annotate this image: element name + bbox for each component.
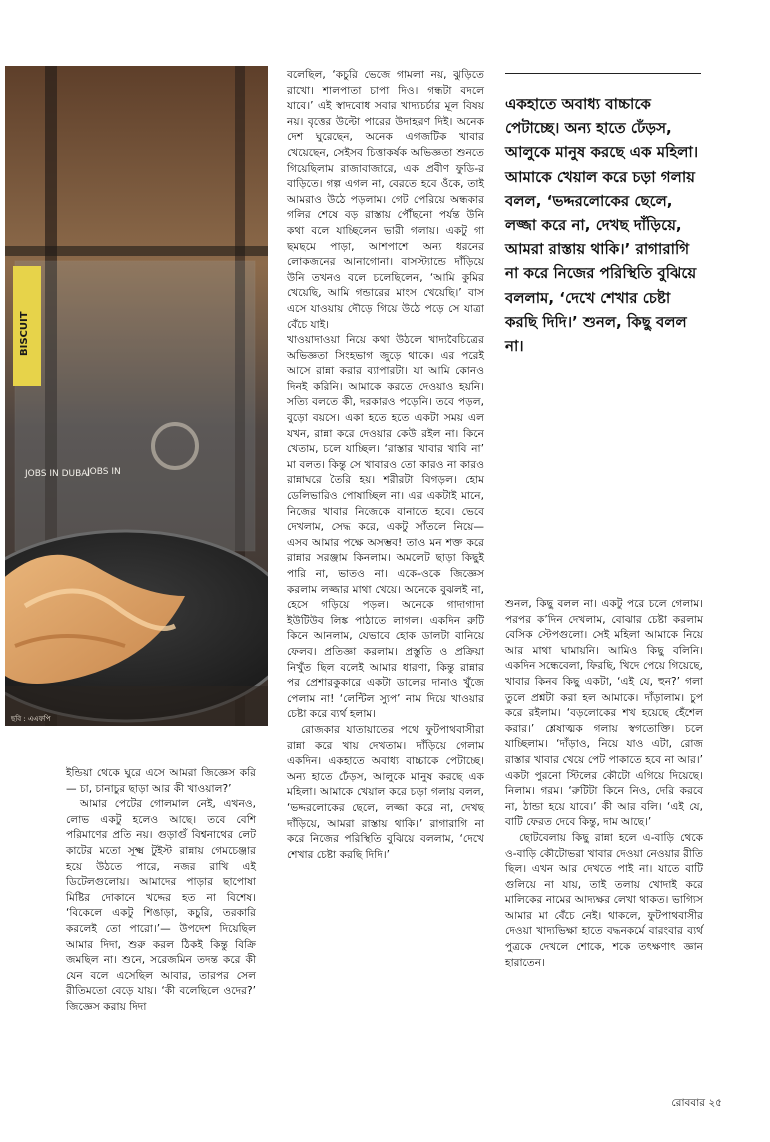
page-footer: রোববার ২৫ — [671, 1097, 722, 1109]
middle-paragraph-1: বলেছিল, ‘কচুরি ভেজে গামলা নয়, ঝুড়িতে রাখো। শালপাতা চাপা দিও। গন্ধটা বদলে যাবে।’ এই স্বাদবোধ সবার খাদ্যচর্চার মূল বিষয় নয়। বৃত্তের উল্টো পারের উদাহরণ দিই। অনেক দেশ ঘুরেছেন, অনেক এগজটিক খাবার খেয়েছেন, সেইসব চিত্তাকর্ষক অভিজ্ঞতা শুনতে গিয়েছিলাম রাজাবাজারে, এক প্রবীণ ফুডি-র বাড়িতে। গল্প এগল না, বেরতে হবে ওঁকে, তাই আমরাও উঠে পড়লাম। গেট পেরিয়ে অন্ধকার গলির শেষে বড় রাস্তায় পৌঁছনো পর্যন্ত উনি কথা বলে যাচ্ছিলেন ভারী গলায়। একটু গা ছমছমে পাড়া, আশপাশে অন্য ধরনের লোকজনের আনাগোনা। বাসস্ট্যান্ডে দাঁড়িয়ে উনি তখনও বলে চলেছিলেন, ‘আমি কুমির খেয়েছি, আমি গন্ডারের মাংস খেয়েছি।’ বাস এসে যাওয়ায় দৌড়ে গিয়ে উঠে পড়ে সে যাত্রা বেঁচে যাই। — [287, 69, 484, 331]
column-right — [505, 597, 703, 971]
right-paragraph-2: ছোটবেলায় কিছু রান্না হলে এ-বাড়ি থেকে ও-বাড়ি কৌটোভরা খাবার দেওয়া নেওয়ার রীতি ছিল। এখন আর দেখতে পাই না। যাতে বাটি গুলিয়ে না যায়, তাই তলায় খোদাই করে মালিকের নামের আদ্যক্ষর লেখা থাকত। ভাগ্যিস আমার মা বেঁচে নেই। থাকলে, ফুটপাথবাসীর দেওয়া খাদ্যভিক্ষা হাতে বদ্ধনকর্মে বারংবার ব্যর্থ পুত্রকে দেখলে শোকে, শকে তৎক্ষণাৎ জ্ঞান হারাতেন। — [505, 831, 703, 969]
left-paragraph-2: আমার পেটের গোলমাল নেই, এখনও, লোভ একটু হলেও আছে। তবে বেশি পরিমাণের প্রতি নয়। গুড়াগুঁ বিশ্বনাথের লেট কাটের মতো সূক্ষ্ম টুইস্ট রান্নায় গেমচেঞ্জার হয়ে উঠতে পারে, নজর রাখি এই ডিটেলগুলোয়। আমাদের পাড়ার ছাপোষা মিষ্টির দোকানে খদ্দের হত না বিশেষ। ‘বিকেলে একটু শিঙাড়া, কচুরি, তরকারি করলেই তো পারো।’— উপদেশ দিয়েছিল আমার দিদা, শুরু করল ঠিকই কিন্তু বিক্রি জমছিল না। শুনে, সরেজমিন তদন্ত করে কী যেন বলে এসেছিল আবার, তারপর সেল রীতিমতো বেড়ে যায়। ‘কী বলেছিলে ওদের?’ জিজ্ঞেস করায় দিদা — [66, 798, 256, 1013]
street-food-photo — [5, 66, 268, 726]
middle-paragraph-3: রোজকার যাতায়াতের পথে ফুটপাথবাসীরা রান্না করে খায় দেখতাম। দাঁড়িয়ে গেলাম একদিন। একহাতে অবাধ্য বাচ্চাকে পেটাচ্ছে। অন্য হাতে ঢেঁড়স, আলুকে মানুষ করছে এক মহিলা। আমাকে খেয়াল করে চড়া গলায় বলল, ‘ভদ্দরলোকের ছেলে, লজ্জা করে না, দেখছ দাঁড়িয়ে, আমরা রাস্তায় থাকি।’ রাগারাগি না করে নিজের পরিস্থিতি বুঝিয়ে বললাম, ‘দেখে শেখার চেষ্টা করছি দিদি।’ — [287, 723, 484, 861]
street-food-photo-illustration — [5, 66, 268, 726]
column-middle — [287, 68, 484, 863]
photo-sign-jobs-in: JOBS IN — [87, 467, 121, 477]
photo-credit: ছবি : এএফপি — [11, 715, 51, 723]
left-paragraph-1: ইন্ডিয়া থেকে ঘুরে এসে আমরা জিজ্ঞেস করি— চা, চানাচুর ছাড়া আর কী খাওয়াল?’ — [66, 767, 256, 795]
middle-paragraph-2: খাওয়াদাওয়া নিয়ে কথা উঠলে খাদ্যবৈচিত্রের অভিজ্ঞতা সিংহভাগ জুড়ে থাকে। এর পরেই আসে রান্না করার ব্যাপারটা। যা আমি কোনও দিনই করিনি। আমাকে করতে দেওয়াও হয়নি। সত্যি বলতে কী, দরকারও পড়েনি। তবে পড়ল, বুড়ো বয়সে। একা হতে হতে একটা সময় এল যখন, রান্না করে দেওয়ার কেউ রইল না। কিনে খেতাম, চলে যাচ্ছিল। ‘রাস্তার খাবার খাবি না’ মা বলত। কিন্তু সে খাবারও তো কারও না কারও রান্নাঘরে তৈরি হয়। শরীরটা বিগড়ল। হোম ডেলিভারিও পোষাচ্ছিল না। এর একটাই মানে, নিজের খাবার নিজেকে বানাতে হবে। ভেবে দেখলাম, সেদ্ধ করে, একটু সাঁতলে নিয়ে— এসব আমার পক্ষে অসম্ভব! তাও মন শক্ত করে রান্নার সরঞ্জাম কিনলাম। অমলেট ছাড়া কিছুই পারি না, ভাতও না। একে-ওকে জিজ্ঞেস করলাম লজ্জার মাথা খেয়ে। অনেকে বুঝলই না, হেসে গড়িয়ে পড়ল। অনেকে গাদাগাদা ইউটিউব লিঙ্ক পাঠাতে লাগল। একদিন রুটি কিনে আনলাম, যেভাবে হোক ডালটা বানিয়ে ফেলব। প্রতিজ্ঞা করলাম। প্রস্তুতি ও প্রক্রিয়া নিখুঁত ছিল বলেই আমার ধারণা, কিন্তু রান্নার পর প্রেশারকুকারে একটা ডালের দানাও খুঁজে পেলাম না! ‘লেন্টিল স্যুপ’ নাম দিয়ে খাওয়ার চেষ্টা করে ব্যর্থ হলাম। — [287, 334, 484, 721]
pull-quote: একহাতে অবাধ্য বাচ্চাকে পেটাচ্ছে। অন্য হাতে ঢেঁড়স, আলুকে মানুষ করছে এক মহিলা। আমাকে খেয়াল করে চড়া গলায় বলল, ‘ভদ্দরলোকের ছেলে, লজ্জা করে না, দেখছ দাঁড়িয়ে, আমরা রাস্তায় থাকি।’ রাগারাগি না করে নিজের পরিস্থিতি বুঝিয়ে বললাম, ‘দেখে শেখার চেষ্টা করছি দিদি।’ শুনল, কিছু বলল না। — [505, 95, 699, 356]
photo-sign-jobs-dubai: JOBS IN DUBAI — [25, 469, 91, 479]
column-left-bottom — [66, 766, 256, 1016]
pull-quote-rule — [505, 73, 701, 74]
photo-sign-biscuit: BISCUIT — [19, 311, 30, 356]
right-paragraph-1: শুনল, কিছু বলল না। একটু পরে চলে গেলাম। পরপর ক’দিন দেখলাম, বোঝার চেষ্টা করলাম বেসিক স্টেপগুলো। সেই মহিলা আমাকে নিয়ে আর মাথা ঘামায়নি। আমিও কিছু বলিনি। একদিন সন্ধেবেলা, ফিরছি, খিদে পেয়ে গিয়েছে, খাবার কিনব কিছু একটা, ‘এই যে, হুন?’ গলা তুলে প্রশ্নটা করা হল আমাকে। দাঁড়ালাম। চুপ করে রইলাম। ‘বড়লোকের শখ হয়েছে হেঁশেল করার।’ শ্লেষাত্মক গলায় স্বগতোক্তি। চলে যাচ্ছিলাম। ‘দাঁড়াও, নিয়ে যাও এটা, রোজ রাস্তার খাবার খেয়ে পেট পাকাতে হবে না আর।’ একটা পুরনো স্টিলের কৌটো এগিয়ে দিয়েছে। নিলাম। গরম। ‘রুটিটা কিনে নিও, দেরি করবে না, ঠান্ডা হয়ে যাবে।’ কী আর বলি। ‘এই যে, বাটি ফেরত দেবে কিন্তু, দাম আছে।’ — [505, 598, 703, 829]
